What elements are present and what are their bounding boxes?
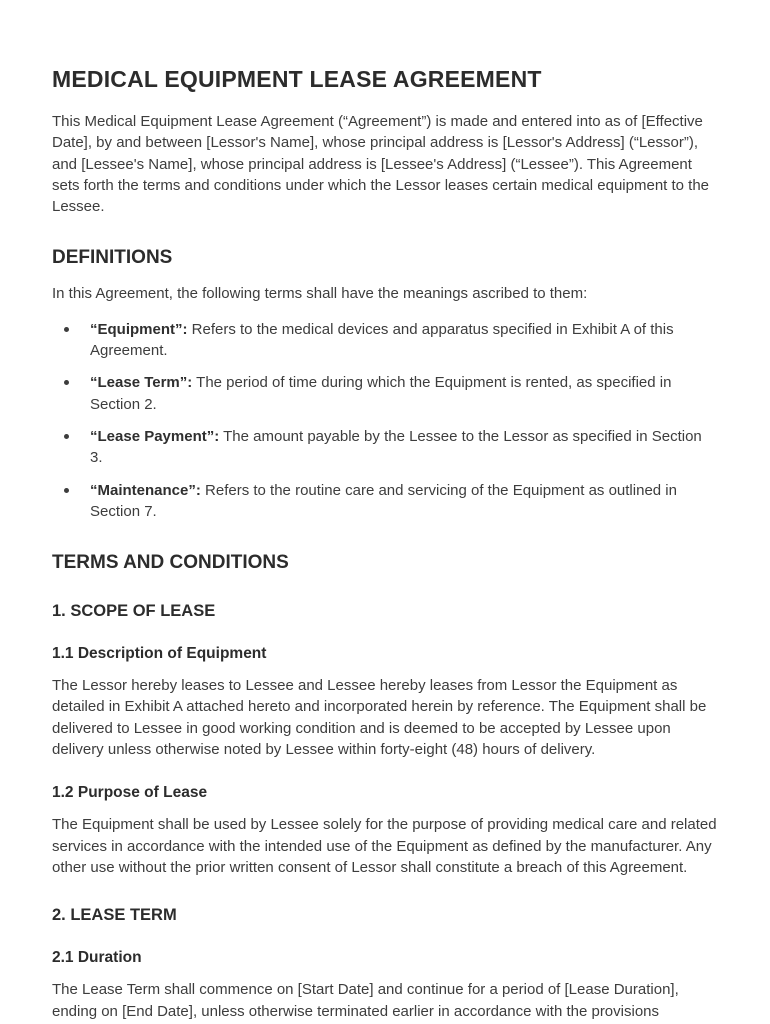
definition-term: “Lease Term”: xyxy=(90,374,193,392)
section-2-1-heading: 2.1 Duration xyxy=(52,949,142,967)
definition-term: “Equipment”: xyxy=(90,320,188,338)
definition-text: Refers to the routine care and servicing of the Equipment as outlined in Section 7. xyxy=(90,481,677,520)
definition-item-lease-term xyxy=(90,372,718,415)
section-1-2-heading: 1.2 Purpose of Lease xyxy=(52,784,208,802)
section-2-heading: 2. LEASE TERM xyxy=(52,906,177,925)
definition-text: Refers to the medical devices and apparatus specified in Exhibit A of this Agreement. xyxy=(90,320,674,360)
definitions-intro: In this Agreement, the following terms shall have the meanings ascribed to them: xyxy=(52,285,588,303)
intro-paragraph: This Medical Equipment Lease Agreement (“Agreement”) is made and entered into as of [Effective Date], by and between [Lessor's Name], whose principal address is [Lessor's Address] (“Lessor”), and [Lessee's Name], whose principal address is [Lessee's Address] (“Lessee”). This Agreement sets forth the terms and conditions under which the Lessor leases certain medical equipment to the Lessee. xyxy=(52,113,710,216)
document-title: MEDICAL EQUIPMENT LEASE AGREEMENT xyxy=(52,66,542,92)
definition-text: The period of time during which the Equipment is rented, as specified in Section 2. xyxy=(90,374,672,413)
definition-item-equipment xyxy=(90,319,718,362)
definitions-list xyxy=(52,319,718,522)
section-1-heading: 1. SCOPE OF LEASE xyxy=(52,602,216,621)
section-1-1-heading: 1.1 Description of Equipment xyxy=(52,645,267,663)
definition-item-maintenance xyxy=(90,480,718,523)
definition-item-lease-payment xyxy=(90,426,718,469)
section-1-1-text: The Lessor hereby leases to Lessee and Lessee hereby leases from Lessor the Equipment as detailed in Exhibit A attached hereto and incorporated herein by reference. The Equipment shall be delivered to Lessee in good working condition and is deemed to be accepted by Lessee upon delivery unless otherwise noted by Lessee within forty-eight (48) hours of delivery. xyxy=(52,677,707,759)
section-1-2-text: The Equipment shall be used by Lessee solely for the purpose of providing medical care and related services in accordance with the intended use of the Equipment as defined by the manufacturer. Any other use without the prior written consent of Lessor shall constitute a breach of this Agreement. xyxy=(52,816,717,876)
terms-and-conditions-heading: TERMS AND CONDITIONS xyxy=(52,552,289,574)
definition-term: “Maintenance”: xyxy=(90,481,201,499)
definition-text: The amount payable by the Lessee to the Lessor as specified in Section 3. xyxy=(90,427,702,467)
definition-term: “Lease Payment”: xyxy=(90,427,220,445)
definitions-heading: DEFINITIONS xyxy=(52,247,173,269)
section-2-1-text: The Lease Term shall commence on [Start Date] and continue for a period of [Lease Duration], ending on [End Date], unless otherwise terminated earlier in accordance with the provisions xyxy=(52,981,679,1020)
